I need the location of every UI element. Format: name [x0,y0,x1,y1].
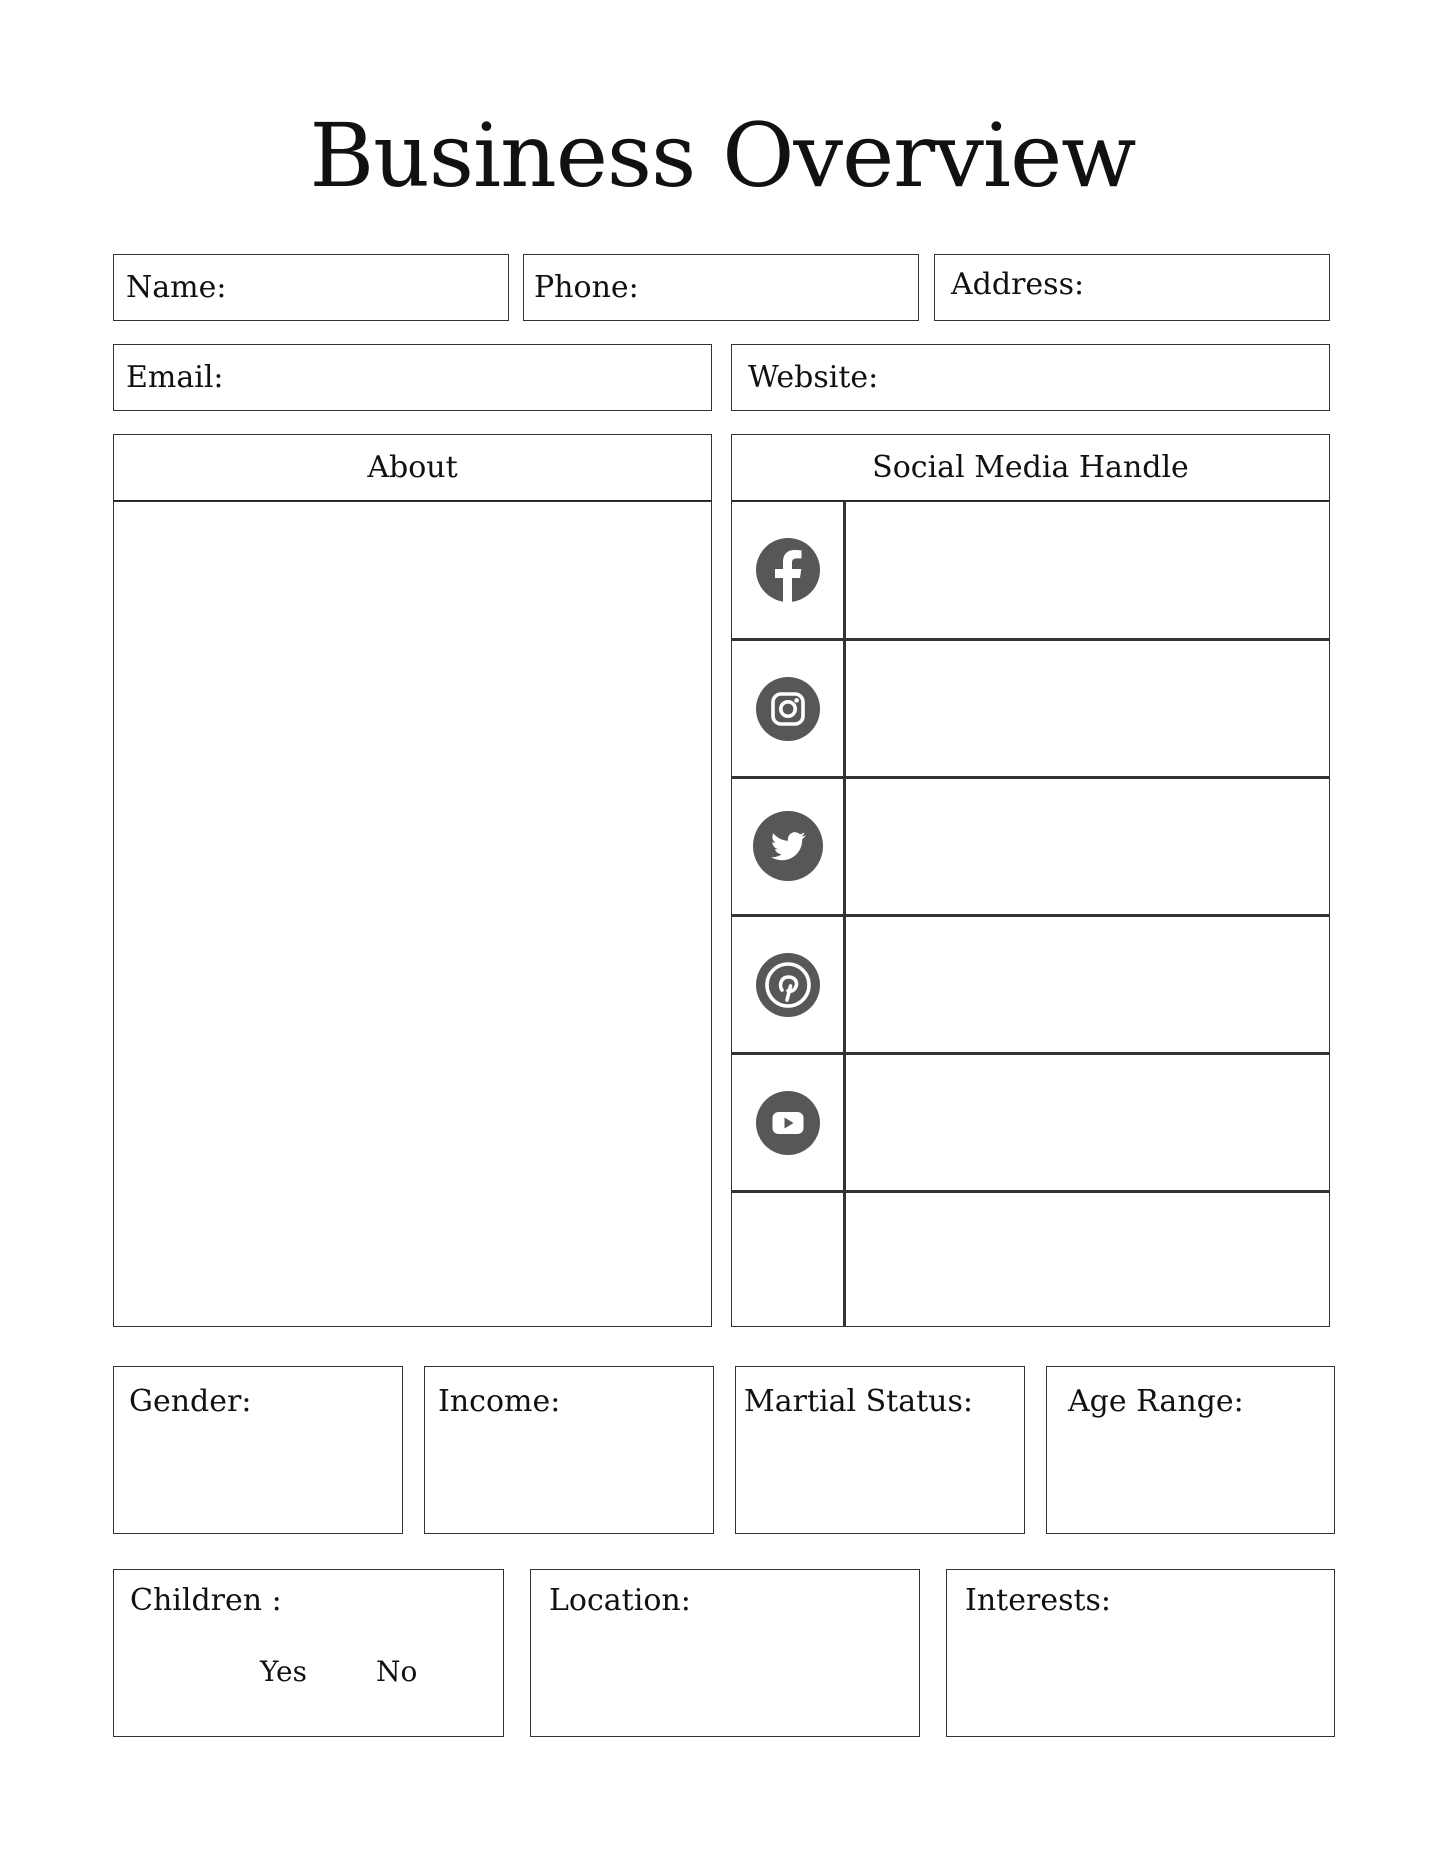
youtube-icon [756,1091,820,1155]
interests-label: Interests: [965,1583,1112,1618]
about-textarea[interactable] [113,501,712,1327]
income-field[interactable] [424,1366,714,1534]
about-header [113,434,712,503]
twitter-icon [753,811,823,881]
children-yes-option[interactable]: Yes [260,1655,307,1688]
page-title: Business Overview [309,104,1136,207]
about-title: About [367,450,458,485]
pinterest-handle-input[interactable] [846,917,1329,1052]
marital-status-field[interactable] [735,1366,1025,1534]
age-range-field[interactable] [1046,1366,1335,1534]
facebook-icon [756,538,820,602]
twitter-handle-input[interactable] [846,779,1329,914]
interests-field[interactable] [946,1569,1335,1737]
gender-field[interactable] [113,1366,403,1534]
gender-label: Gender: [129,1384,252,1419]
children-field [113,1569,504,1737]
social-title: Social Media Handle [872,450,1189,485]
name-label: Name: [126,270,227,305]
website-label: Website: [748,360,879,395]
children-label: Children : [130,1583,282,1618]
youtube-handle-input[interactable] [846,1055,1329,1190]
phone-label: Phone: [534,270,639,305]
social-header [731,434,1330,503]
phone-field[interactable] [523,254,919,321]
instagram-handle-input[interactable] [846,641,1329,776]
address-label: Address: [951,267,1085,302]
age-range-label: Age Range: [1068,1384,1244,1419]
extra-handle-input[interactable] [846,1193,1329,1326]
marital-status-label: Martial Status: [744,1384,973,1419]
facebook-handle-input[interactable] [846,502,1329,638]
email-label: Email: [126,360,224,395]
name-field[interactable] [113,254,509,321]
email-field[interactable] [113,344,712,411]
income-label: Income: [438,1384,561,1419]
pinterest-icon [756,953,820,1017]
instagram-icon [756,677,820,741]
children-no-option[interactable]: No [376,1655,418,1688]
social-table [731,501,1330,1327]
location-label: Location: [549,1583,691,1618]
location-field[interactable] [530,1569,920,1737]
website-field[interactable] [731,344,1330,411]
address-field[interactable] [934,254,1330,321]
